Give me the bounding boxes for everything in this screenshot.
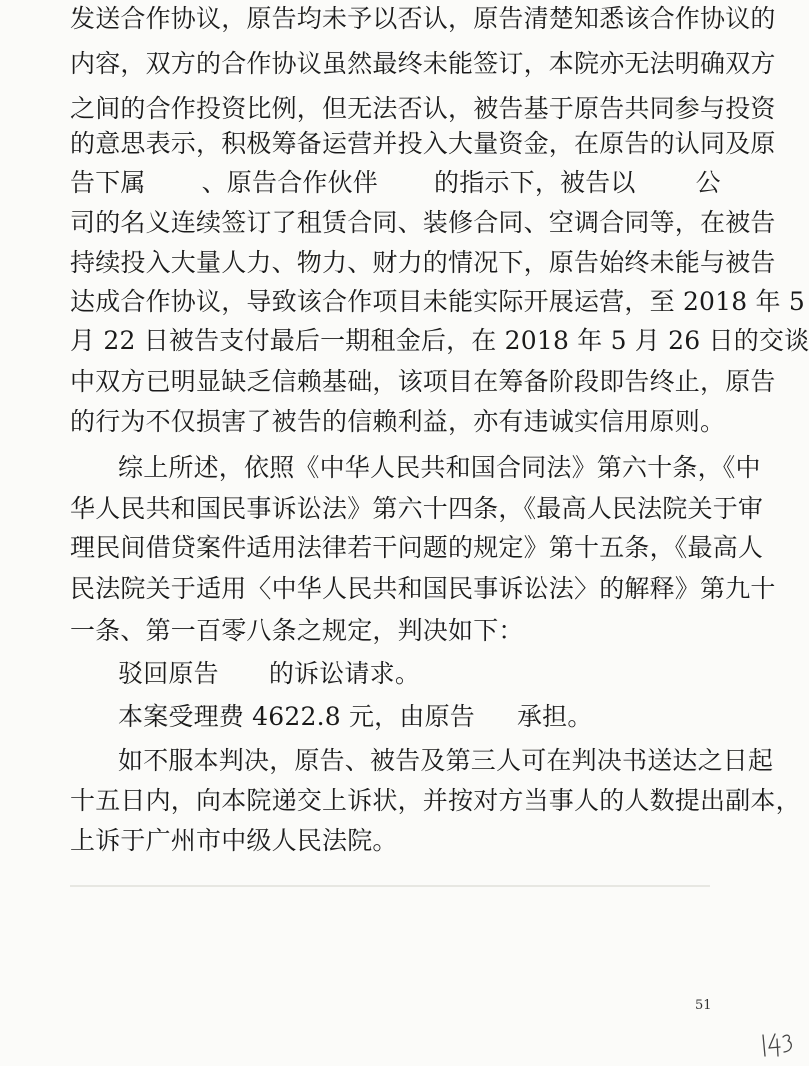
scan-artifact (70, 885, 710, 887)
text-line-redacted (70, 168, 730, 198)
text-line: 一条、第一百零八条之规定，判决如下： (70, 616, 524, 645)
page-number: 51 (695, 998, 712, 1013)
text-line: 如不服本判决，原告、被告及第三人可在判决书送达之日起 (118, 746, 774, 775)
text-segment: 本案受理费 4622.8 元，由原告 (118, 702, 475, 731)
text-line: 的意思表示，积极筹备运营并投入大量资金，在原告的认同及原 (70, 129, 776, 158)
text-line: 之间的合作投资比例，但无法否认，被告基于原告共同参与投资 (70, 94, 776, 123)
text-line: 司的名义连续签订了租赁合同、装修合同、空调合同等，在被告 (70, 208, 776, 237)
text-line: 理民间借贷案件适用法律若干问题的规定》第十五条，《最高人 (70, 533, 764, 562)
text-line: 民法院关于适用〈中华人民共和国民事诉讼法〉的解释》第九十 (70, 574, 776, 603)
text-segment: 、原告合作伙伴 (201, 168, 379, 197)
verdict-line (118, 702, 730, 732)
text-line: 内容，双方的合作协议虽然最终未能签订，本院亦无法明确双方 (70, 49, 776, 78)
text-segment: 驳回原告 (118, 659, 219, 688)
text-line: 的行为不仅损害了被告的信赖利益，亦有违诚实信用原则。 (70, 407, 726, 436)
text-segment: 的指示下，被告以 (434, 168, 636, 197)
text-line: 中双方已明显缺乏信赖基础，该项目在筹备阶段即告终止，原告 (70, 367, 776, 396)
text-segment: 的诉讼请求。 (268, 659, 421, 688)
text-line: 华人民共和国民事诉讼法》第六十四条，《最高人民法院关于审 (70, 494, 764, 523)
text-segment: 公 (695, 168, 721, 197)
text-line: 发送合作协议，原告均未予以否认，原告清楚知悉该合作协议的 (70, 4, 776, 33)
text-line: 综上所述，依照《中华人民共和国合同法》第六十条，《中 (118, 453, 761, 482)
text-line: 上诉于广州市中级人民法院。 (70, 826, 398, 855)
text-line: 持续投入大量人力、物力、财力的情况下，原告始终未能与被告 (70, 248, 776, 277)
text-segment: 告下属 (70, 168, 146, 197)
verdict-line (118, 659, 730, 689)
handwritten-page-number-icon (760, 1030, 794, 1058)
text-segment: 承担。 (516, 702, 593, 731)
text-line: 月 22 日被告支付最后一期租金后，在 2018 年 5 月 26 日的交谈 (70, 326, 809, 355)
text-line: 十五日内，向本院递交上诉状，并按对方当事人的人数提出副本， (70, 786, 801, 815)
text-line: 达成合作协议，导致该合作项目未能实际开展运营，至 2018 年 5 (70, 287, 805, 316)
